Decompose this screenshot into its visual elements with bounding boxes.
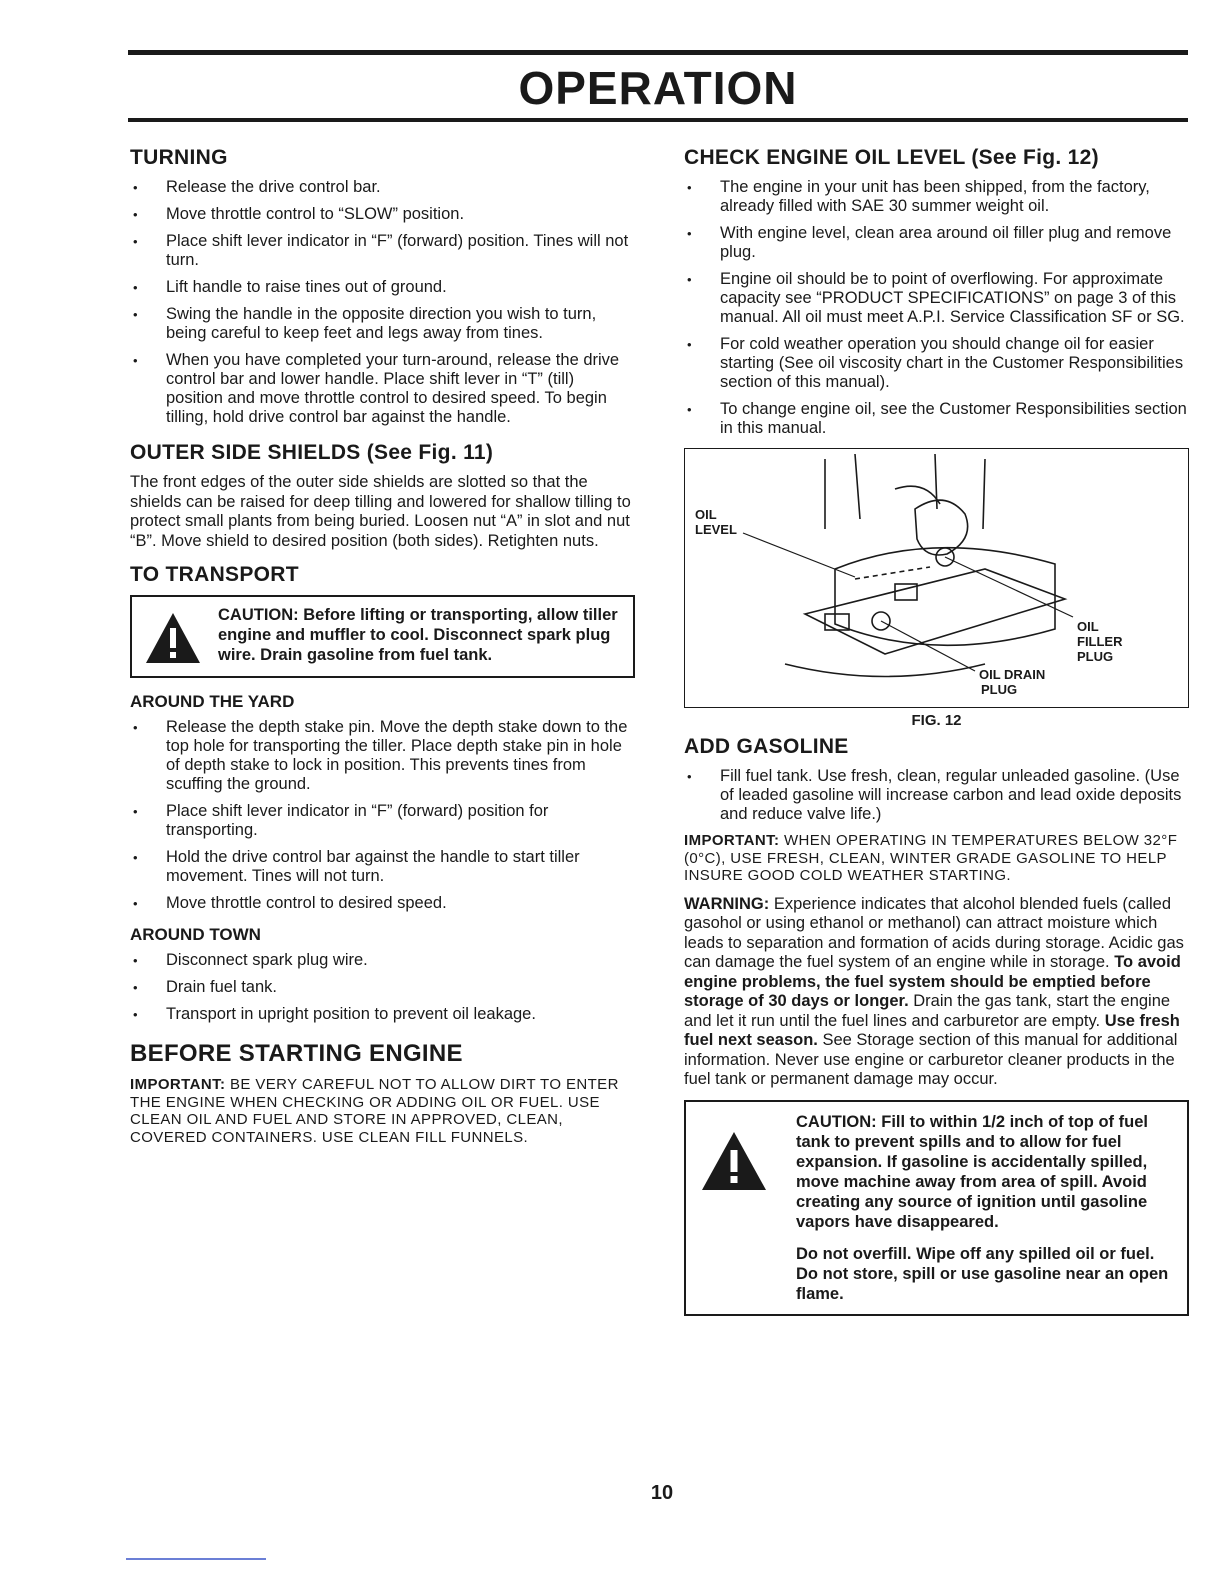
list-item: • Move throttle control to desired speed. (130, 894, 635, 913)
figure-12 (684, 448, 1189, 708)
around-yard-list (130, 718, 635, 913)
list-item: • Fill fuel tank. Use fresh, clean, regular unleaded gasoline. (Use of leaded gasoline will increase carbon and lead oxide deposits and reduce valve life.) (684, 767, 1189, 824)
figure-12-caption: FIG. 12 (911, 712, 962, 729)
important-text: BE VERY CAREFUL NOT TO ALLOW DIRT TO ENTER THE ENGINE WHEN CHECKING OR ADDING OIL OR FUEL. USE CLEAN OIL AND FUEL AND STORE IN APPROVED, CLEAN, COVERED CONTAINERS. USE CLEAN FILL FUNNELS. (130, 1076, 619, 1146)
gasoline-caution-text-1: CAUTION: Fill to within 1/2 inch of top of fuel tank to prevent spills and to allow for fuel expansion. If gasoline is accidentally spilled, move machine away from area of spill. Avoid creating any source of ignition until gasoline vapors have disappeared. (796, 1112, 1148, 1231)
list-item: • Swing the handle in the opposite direction you wish to turn, being careful to keep feet and legs away from tines. (130, 305, 635, 343)
around-town-list (130, 951, 635, 1024)
outer-side-shields-section (130, 441, 635, 551)
gasoline-important (684, 832, 1189, 885)
list-item: • Release the drive control bar. (130, 178, 635, 197)
list-item: • Engine oil should be to point of overflowing. For approximate capacity see “PRODUCT SPECIFICATIONS” on page 3 of this manual. All oil must meet A.P.I. Service Classification SF or SG. (684, 270, 1189, 327)
list-item: • For cold weather operation you should change oil for easier starting (See oil viscosity chart in the Customer Responsibilities section of this manual). (684, 335, 1189, 392)
before-starting-section (130, 1040, 635, 1146)
turning-list (130, 178, 635, 427)
list-item: • Place shift lever indicator in “F” (forward) position for transporting. (130, 802, 635, 840)
warning-bold-2: Use fresh fuel next season. (684, 1011, 1180, 1049)
around-town-heading: AROUND TOWN (130, 925, 261, 944)
gasoline-warning (684, 895, 1189, 1090)
to-transport-section (130, 563, 635, 1024)
list-item: • With engine level, clean area around oil filler plug and remove plug. (684, 224, 1189, 262)
bottom-edge-mark (126, 1558, 266, 1560)
outer-side-shields-heading: OUTER SIDE SHIELDS (See Fig. 11) (130, 441, 494, 464)
page-number: 10 (650, 1482, 674, 1504)
warning-text-2: Drain the gas tank, start the engine and let it run until the fuel lines and carburetor are empty. (684, 992, 1171, 1030)
gasoline-caution-text-2: Do not overfill. Wipe off any spilled oil or fuel. Do not store, spill or use gasoline near an open flame. (796, 1244, 1169, 1303)
list-item: • The engine in your unit has been shipped, from the factory, already filled with SAE 30 summer weight oil. (684, 178, 1189, 216)
list-item: • To change engine oil, see the Customer Responsibilities section in this manual. (684, 400, 1189, 438)
warning-bold-1: To avoid engine problems, the fuel system should be emptied before storage of 30 days or longer. (684, 953, 1181, 1010)
list-item: • Move throttle control to “SLOW” position. (130, 205, 635, 224)
list-item: • Disconnect spark plug wire. (130, 951, 635, 970)
oil-filler-plug-label: OIL FILLER PLUG (1077, 619, 1123, 664)
before-starting-important (130, 1076, 635, 1146)
add-gasoline-list (684, 767, 1189, 824)
add-gasoline-section (684, 735, 1189, 1316)
transport-caution-text: CAUTION: Before lifting or transporting, allow tiller engine and muffler to cool. Disconnect spark plug wire. Drain gasoline from fuel tank. (218, 606, 618, 664)
around-yard-heading: AROUND THE YARD (130, 692, 295, 711)
check-oil-list (684, 178, 1189, 438)
list-item: • Release the depth stake pin. Move the depth stake down to the top hole for transporting the tiller. Place depth stake pin in hole of depth stake to lock in position. This prevents tines from scuffing the ground. (130, 718, 635, 794)
right-column (684, 140, 1189, 1330)
list-item: • Transport in upright position to prevent oil leakage. (130, 1005, 635, 1024)
turning-heading: TURNING (130, 146, 228, 169)
warning-text-3: See Storage section of this manual for additional information. Never use engine or carburetor cleaner products in the fuel tank or permanent damage may occur. (684, 1031, 1178, 1088)
list-item: • Place shift lever indicator in “F” (forward) position. Tines will not turn. (130, 232, 635, 270)
header-rule-bottom (128, 118, 1188, 122)
left-column (130, 140, 635, 1156)
gasoline-caution-box (684, 1100, 1189, 1316)
oil-level-label: OIL LEVEL (695, 507, 737, 537)
page-title: OPERATION (518, 62, 798, 114)
list-item: • When you have completed your turn-around, release the drive control bar and lower handle. Place shift lever in “T” (till) position and move throttle control to desired speed. To begin tilling, hold drive control bar against the handle. (130, 351, 635, 427)
important-text: WHEN OPERATING IN TEMPERATURES BELOW 32°F (0°C), USE FRESH, CLEAN, WINTER GRADE GASOLINE TO HELP INSURE GOOD COLD WEATHER STARTING. (684, 832, 1178, 884)
check-oil-heading: CHECK ENGINE OIL LEVEL (See Fig. 12) (684, 146, 1099, 169)
turning-section (130, 146, 635, 427)
before-starting-heading: BEFORE STARTING ENGINE (130, 1040, 463, 1067)
warning-label: WARNING: (684, 894, 770, 913)
list-item: • Hold the drive control bar against the handle to start tiller movement. Tines will not turn. (130, 848, 635, 886)
warning-triangle-icon (144, 611, 202, 670)
add-gasoline-heading: ADD GASOLINE (684, 735, 849, 758)
transport-caution-box (130, 595, 635, 678)
engine-oil-illustration (685, 449, 1189, 707)
to-transport-heading: TO TRANSPORT (130, 563, 299, 586)
header-rule-top (128, 50, 1188, 55)
list-item: • Lift handle to raise tines out of ground. (130, 278, 635, 297)
warning-triangle-icon (700, 1130, 768, 1197)
warning-text-1: Experience indicates that alcohol blended fuels (called gasohol or using ethanol or methanol) can attract moisture which leads to separation and formation of acids during storage. Acidic gas can damage the fuel system of an engine while in storage. (684, 894, 1184, 971)
outer-side-shields-text: The front edges of the outer side shields are slotted so that the shields can be raised for deep tilling and lowered for shallow tilling to protect small plants from being buried. Loosen nut “A” in slot and nut “B”. Move shield to desired position (both sides). Retighten nuts. (130, 473, 631, 550)
oil-drain-plug-label: OIL DRAIN PLUG (979, 667, 1046, 697)
important-label: IMPORTANT: (130, 1076, 226, 1093)
check-oil-section (684, 146, 1189, 438)
important-label: IMPORTANT: (684, 832, 780, 849)
list-item: • Drain fuel tank. (130, 978, 635, 997)
